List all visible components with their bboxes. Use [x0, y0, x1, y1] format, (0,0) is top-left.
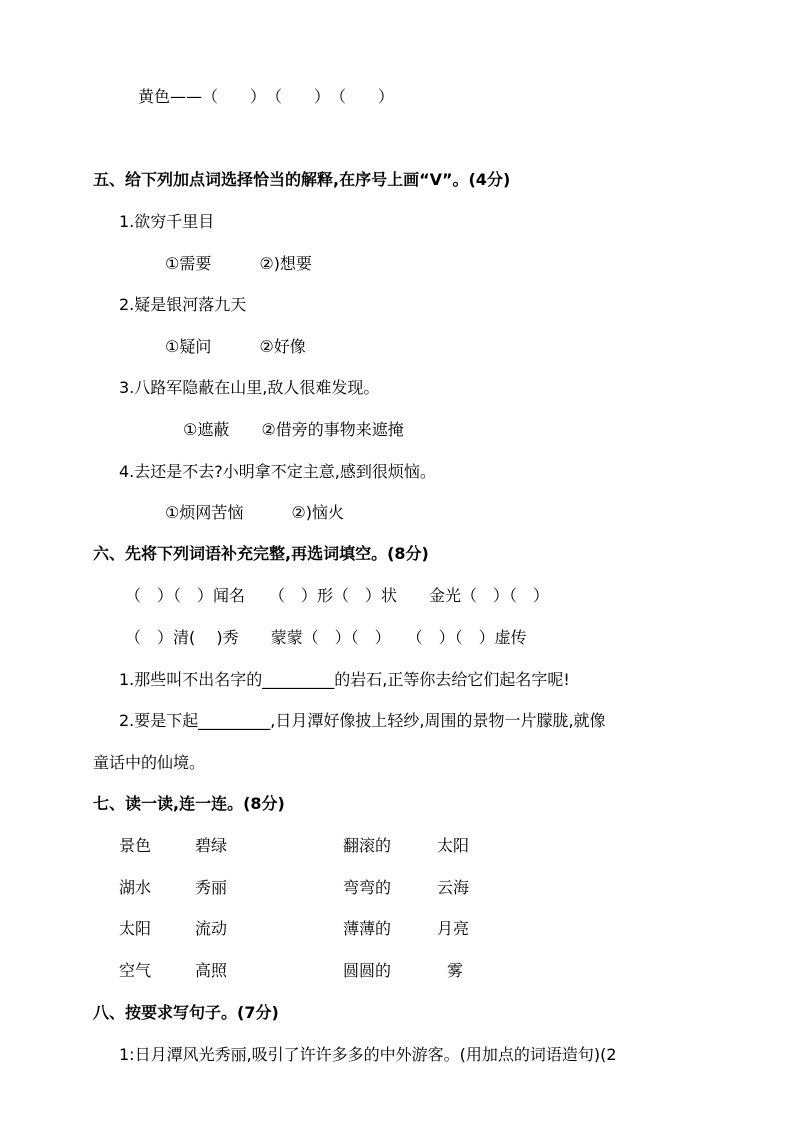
- s5-question-3-options: ①遮蔽 ②借旁的事物来遮掩: [183, 420, 404, 439]
- match-right-a: 翻滚的: [343, 836, 392, 855]
- match-left-b: 秀丽: [195, 878, 228, 897]
- match-left-a: 太阳: [119, 919, 152, 938]
- match-right-a: 圆圆的: [343, 961, 392, 980]
- section-6-title: 六、先将下列词语补充完整,再选词填空。(8分): [93, 544, 429, 563]
- match-right-b: 云海: [437, 878, 470, 897]
- match-right-b: 雾: [447, 961, 464, 980]
- s6-question-2: 2.要是下起_________,日月潭好像披上轻纱,周围的景物一片朦胧,就像: [119, 711, 606, 730]
- match-left-a: 湖水: [119, 878, 152, 897]
- s5-question-1-options: ①需要 ②)想要: [165, 254, 312, 273]
- match-left-a: 景色: [119, 836, 152, 855]
- s6-question-1: 1.那些叫不出名字的_________的岩石,正等你去给它们起名字呢!: [119, 670, 570, 689]
- s6-words-row-2: （ ）清( )秀 蒙蒙（ ）（ ） （ ）（ ）虚传: [125, 628, 527, 647]
- s5-question-3: 3.八路军隐蔽在山里,敌人很难发现。: [119, 378, 380, 397]
- s5-question-2: 2.疑是银河落九天: [119, 295, 247, 314]
- section-5-title: 五、给下列加点词选择恰当的解释,在序号上画“V”。(4分): [93, 170, 511, 189]
- s5-question-1: 1.欲穷千里目: [119, 212, 215, 231]
- match-left-b: 碧绿: [195, 836, 228, 855]
- match-left-b: 高照: [195, 961, 228, 980]
- match-right-b: 太阳: [437, 836, 470, 855]
- match-right-a: 薄薄的: [343, 919, 392, 938]
- yellow-color-line: 黄色——（ ） （ ） （ ）: [138, 87, 395, 106]
- s5-question-4-options: ①烦网苦恼 ②)恼火: [165, 503, 344, 522]
- match-right-b: 月亮: [437, 919, 470, 938]
- match-right-a: 弯弯的: [343, 878, 392, 897]
- match-left-a: 空气: [119, 961, 152, 980]
- s8-question-1: 1:日月潭风光秀丽,吸引了许许多多的中外游客。(用加点的词语造句)(2: [119, 1045, 617, 1064]
- s5-question-2-options: ①疑问 ②好像: [165, 337, 306, 356]
- s5-question-4: 4.去还是不去?小明拿不定主意,感到很烦恼。: [119, 462, 436, 481]
- s6-words-row-1: （ ）（ ）闻名 （ ）形（ ）状 金光（ ）（ ）: [125, 586, 550, 605]
- match-left-b: 流动: [195, 919, 228, 938]
- section-7-title: 七、读一读,连一连。(8分): [93, 794, 285, 813]
- s6-question-2-continued: 童话中的仙境。: [93, 753, 206, 772]
- section-8-title: 八、按要求写句子。(7分): [93, 1003, 279, 1022]
